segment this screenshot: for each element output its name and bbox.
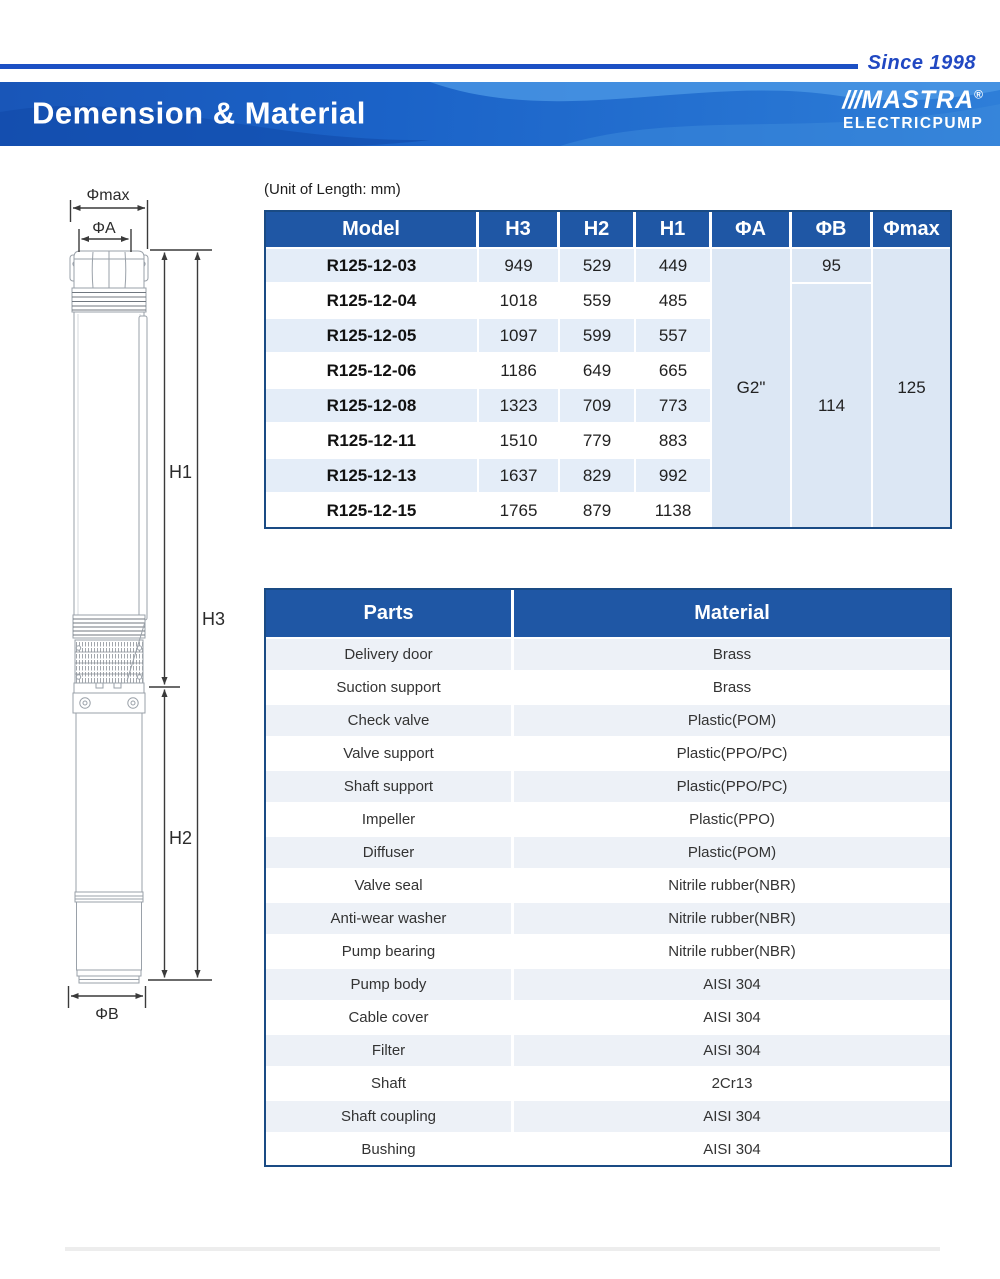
label-phia: ΦA — [92, 220, 116, 237]
material-cell: AISI 304 — [514, 969, 950, 1002]
dim-column-header: Model — [266, 212, 479, 249]
h2-cell: 829 — [560, 459, 636, 494]
dim-table-row — [266, 249, 950, 284]
part-name-cell: Pump bearing — [266, 936, 514, 969]
material-cell: 2Cr13 — [514, 1068, 950, 1101]
since-rule-line — [0, 64, 858, 69]
parts-material-table — [264, 588, 952, 1167]
part-name-cell: Diffuser — [266, 837, 514, 870]
dim-table-row — [266, 284, 950, 319]
h2-cell: 709 — [560, 389, 636, 424]
coupling-band — [74, 683, 144, 693]
logo-slashes-icon: /// — [842, 86, 861, 114]
unit-of-length-note: (Unit of Length: mm) — [264, 181, 401, 198]
h2-cell: 559 — [560, 284, 636, 319]
parts-table-row — [266, 672, 950, 705]
motor-bottom-cap — [77, 970, 141, 983]
parts-table-row — [266, 936, 950, 969]
part-name-cell: Filter — [266, 1035, 514, 1068]
brand-logo-wordmark — [842, 87, 984, 115]
material-cell: Plastic(POM) — [514, 837, 950, 870]
h2-cell: 779 — [560, 424, 636, 459]
model-cell: R125-12-05 — [266, 319, 479, 354]
h3-cell: 1323 — [479, 389, 560, 424]
h1-cell: 773 — [636, 389, 712, 424]
part-name-cell: Delivery door — [266, 639, 514, 672]
parts-table-row — [266, 1068, 950, 1101]
material-cell: AISI 304 — [514, 1101, 950, 1134]
part-name-cell: Impeller — [266, 804, 514, 837]
dimensions-table — [264, 210, 952, 529]
logo-subtitle: ELECTRICPUMP — [843, 114, 984, 132]
motor-lower-body — [75, 713, 143, 970]
h1-cell: 1138 — [636, 494, 712, 527]
model-cell: R125-12-15 — [266, 494, 479, 527]
pump-main-body — [74, 312, 147, 620]
h3-cell: 949 — [479, 249, 560, 284]
material-cell: Plastic(PPO) — [514, 804, 950, 837]
material-cell: Brass — [514, 639, 950, 672]
label-phib: ΦB — [95, 1006, 119, 1023]
material-cell: Plastic(PPO/PC) — [514, 771, 950, 804]
h2-cell: 649 — [560, 354, 636, 389]
model-cell: R125-12-06 — [266, 354, 479, 389]
brand-logo — [842, 87, 984, 133]
model-cell: R125-12-11 — [266, 424, 479, 459]
part-name-cell: Shaft support — [266, 771, 514, 804]
material-cell: AISI 304 — [514, 1002, 950, 1035]
dim-column-header: H3 — [479, 212, 560, 249]
footer-rule-line — [65, 1247, 940, 1251]
part-name-cell: Bushing — [266, 1134, 514, 1165]
page-title: Demension & Material — [32, 95, 366, 131]
title-banner — [0, 82, 1000, 146]
parts-column-header: Material — [514, 590, 950, 639]
h3-cell: 1097 — [479, 319, 560, 354]
material-cell: AISI 304 — [703, 1141, 761, 1158]
label-h2: H2 — [169, 828, 193, 848]
cable-conduit — [139, 316, 147, 620]
h2-cell: 529 — [560, 249, 636, 284]
phia-merged-cell: G2" — [712, 249, 792, 527]
parts-column-header: Parts — [266, 590, 514, 639]
parts-table-row — [266, 969, 950, 1002]
h1-cell: 449 — [636, 249, 712, 284]
parts-table-row — [266, 804, 950, 837]
motor-top-ribs — [73, 615, 145, 638]
part-name-cell: Valve support — [266, 738, 514, 771]
h1-cell: 485 — [636, 284, 712, 319]
dim-table-header-row — [266, 212, 950, 249]
material-cell: Nitrile rubber(NBR) — [514, 936, 950, 969]
phimax-merged-cell: 125 — [873, 249, 950, 527]
model-cell: R125-12-08 — [266, 389, 479, 424]
model-cell: R125-12-04 — [266, 284, 479, 319]
parts-table-row — [266, 1035, 950, 1068]
h3-cell: 1186 — [479, 354, 560, 389]
part-name-cell: Anti-wear washer — [266, 903, 514, 936]
part-name-cell: Shaft coupling — [266, 1101, 514, 1134]
h1-cell: 557 — [636, 319, 712, 354]
h2-cell: 599 — [560, 319, 636, 354]
parts-table-row — [266, 771, 950, 804]
since-text: Since 1998 — [867, 52, 976, 74]
part-name-cell: Check valve — [266, 705, 514, 738]
h1-cell: 992 — [636, 459, 712, 494]
phib-merged-cell: 114 — [792, 284, 873, 527]
phib-first-cell: 95 — [792, 249, 873, 284]
dim-column-header: Φmax — [873, 212, 950, 249]
part-name-cell: Shaft — [266, 1068, 514, 1101]
material-cell: Brass — [514, 672, 950, 705]
pump-body-outline — [70, 251, 148, 983]
parts-table-row — [266, 1134, 950, 1165]
label-h1: H1 — [169, 462, 193, 482]
material-cell: Nitrile rubber(NBR) — [514, 870, 950, 903]
label-phimax: Φmax — [86, 187, 130, 204]
model-cell: R125-12-13 — [266, 459, 479, 494]
part-name-cell: Valve seal — [266, 870, 514, 903]
pump-top-cap — [74, 251, 144, 288]
pump-thread-section — [72, 288, 146, 312]
pump-technical-drawing — [55, 180, 240, 1030]
material-cell: AISI 304 — [514, 1035, 950, 1068]
logo-brand-text: MASTRA — [861, 86, 975, 114]
label-h3: H3 — [202, 609, 226, 629]
h3-cell: 1637 — [479, 459, 560, 494]
part-name-cell: Cable cover — [266, 1002, 514, 1035]
h1-cell: 883 — [636, 424, 712, 459]
parts-table-header-row — [266, 590, 950, 639]
parts-table-row — [266, 870, 950, 903]
parts-table-row — [266, 639, 950, 672]
part-name-cell: Pump body — [266, 969, 514, 1002]
dim-column-header: H2 — [560, 212, 636, 249]
registered-trademark-symbol: ® — [974, 87, 984, 102]
dim-column-header: ΦA — [712, 212, 792, 249]
parts-table-row — [266, 1101, 950, 1134]
h1-cell: 665 — [636, 354, 712, 389]
h3-cell: 1510 — [479, 424, 560, 459]
dim-column-header: ΦB — [792, 212, 873, 249]
dim-column-header: H1 — [636, 212, 712, 249]
part-name-cell: Suction support — [266, 672, 514, 705]
parts-table-row — [266, 738, 950, 771]
h3-cell: 1018 — [479, 284, 560, 319]
screw-band — [73, 693, 145, 713]
parts-table-row — [266, 1002, 950, 1035]
h2-cell: 879 — [560, 494, 636, 527]
parts-table-row — [266, 705, 950, 738]
h3-cell: 1765 — [479, 494, 560, 527]
dimensions-table-grid — [266, 212, 950, 527]
parts-table-row — [266, 837, 950, 870]
model-cell: R125-12-03 — [266, 249, 479, 284]
parts-material-table-grid — [266, 590, 950, 1165]
phib-dimension — [69, 986, 146, 1008]
material-cell: Plastic(POM) — [514, 705, 950, 738]
material-cell: Plastic(PPO/PC) — [514, 738, 950, 771]
parts-table-row — [266, 903, 950, 936]
material-cell: Nitrile rubber(NBR) — [514, 903, 950, 936]
